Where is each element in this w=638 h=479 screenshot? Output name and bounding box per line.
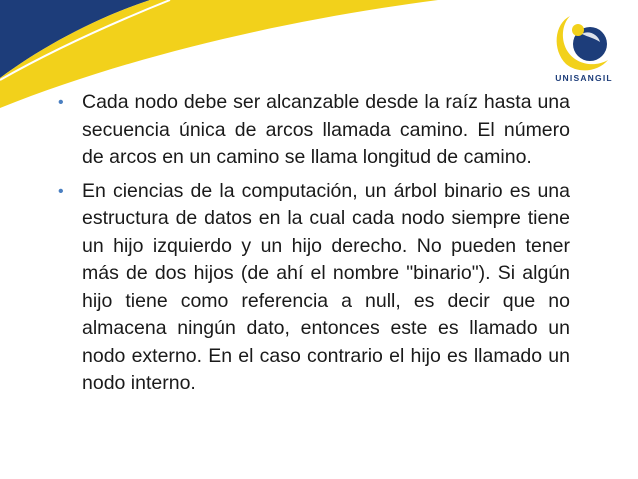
bullet-icon: • [58, 94, 64, 111]
logo-text: UNISANGIL [555, 73, 613, 83]
bullet-item-1 [58, 89, 570, 172]
bullet-text-1: Cada nodo debe ser alcanzable desde la raíz hasta una secuencia única de arcos llamada camino. El número de arcos en un camino se llama longitud de camino. [82, 91, 570, 168]
bullet-text-2: En ciencias de la computación, un árbol binario es una estructura de datos en la cual cada nodo siempre tiene un hijo izquierdo y un hijo derecho. No pueden tener más de dos hijos (de ahí el nombre "binario"). Si algún hijo tiene como referencia a null, es decir que no almacena ningún dato, entonces este es llamado un nodo externo. En el caso contrario el hijo es llamado un nodo interno. [82, 179, 570, 394]
bullet-icon: • [58, 182, 64, 200]
slide-content [58, 89, 570, 404]
bullet-item-2 [58, 178, 570, 398]
